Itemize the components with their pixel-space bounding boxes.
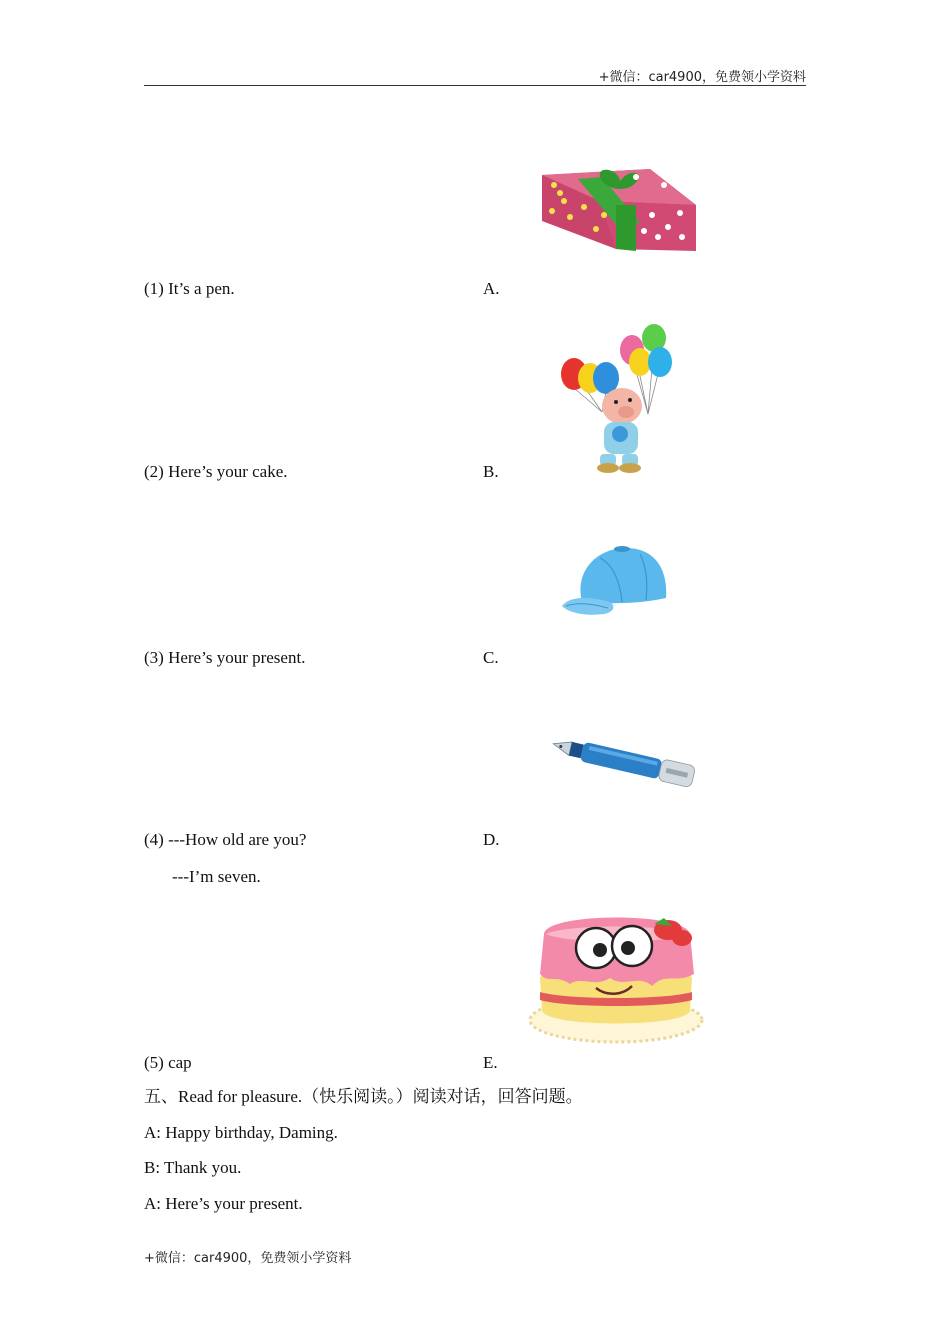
cake-picture — [526, 904, 706, 1046]
letter-c: C. — [483, 648, 499, 667]
item-1: (1) It’s a pen. — [144, 279, 235, 298]
footer-text: +微信：car4900，免费领小学资料 — [144, 1251, 352, 1266]
letter-a: A. — [483, 279, 500, 298]
balloons-pig-picture — [558, 322, 678, 474]
item-3: (3) Here’s your present. — [144, 648, 306, 667]
item-2: (2) Here’s your cake. — [144, 462, 288, 481]
gift-box-picture — [540, 165, 700, 255]
letter-b: B. — [483, 462, 499, 481]
dialogue-line-3: A: Here’s your present. — [144, 1194, 303, 1213]
dialogue-line-2: B: Thank you. — [144, 1158, 242, 1177]
header-text: +微信：car4900，免费领小学资料 — [598, 70, 806, 85]
section5-title: 五、Read for pleasure.（快乐阅读。）阅读对话，回答问题。 — [144, 1087, 583, 1106]
item-5: (5) cap — [144, 1053, 192, 1072]
dialogue-line-1: A: Happy birthday, Daming. — [144, 1123, 338, 1142]
header-rule — [144, 85, 806, 86]
baseball-cap-picture — [560, 544, 670, 616]
letter-d: D. — [483, 830, 500, 849]
fountain-pen-picture — [546, 736, 700, 796]
item-4-answer: ---I’m seven. — [172, 867, 261, 886]
letter-e: E. — [483, 1053, 498, 1072]
item-4-question: (4) ---How old are you? — [144, 830, 307, 849]
